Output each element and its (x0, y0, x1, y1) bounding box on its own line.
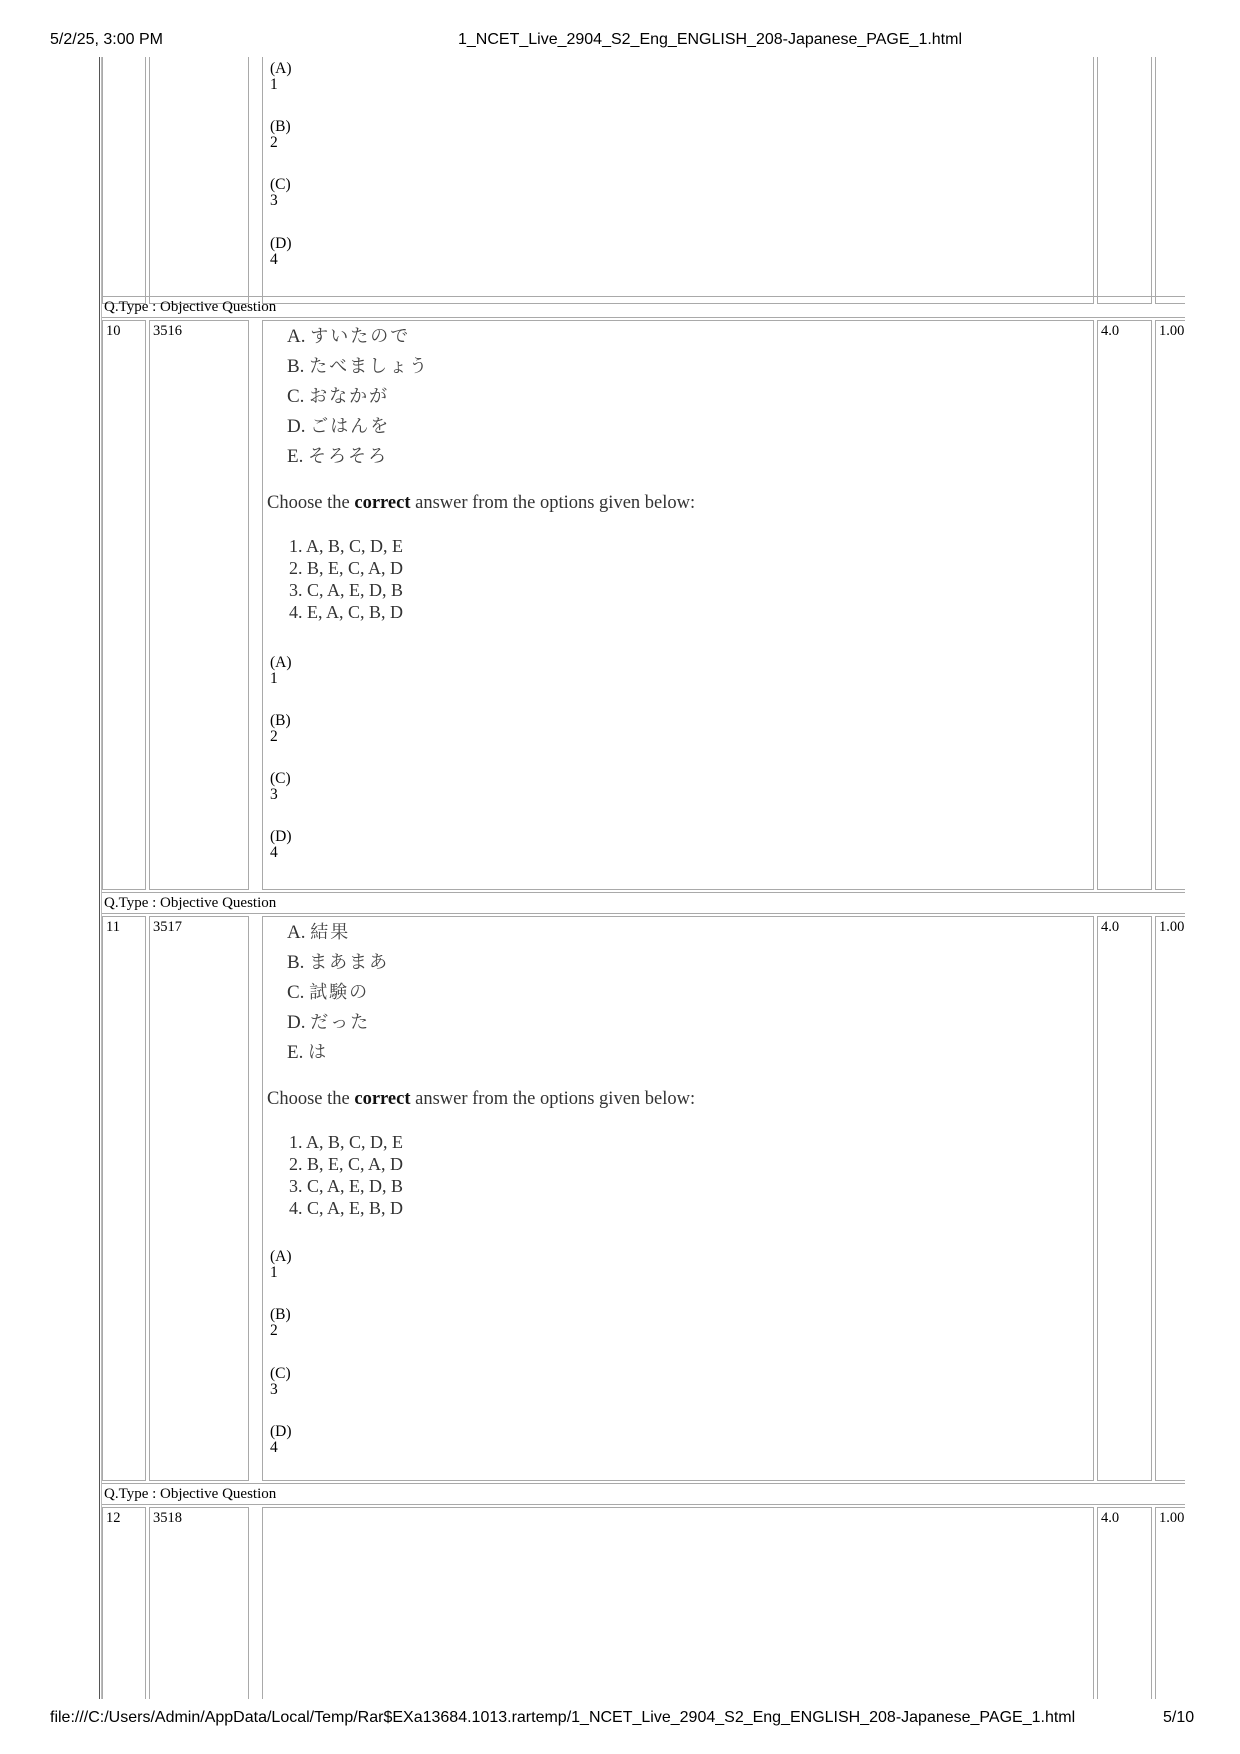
negative-marks-cell: 1.00 (1155, 320, 1185, 890)
question-id-cell-prev (149, 57, 249, 304)
option-d: (D) 4 (270, 828, 292, 861)
jumbled-item-c: C. 試験の (287, 982, 370, 1003)
question-body-cell (262, 320, 1094, 890)
jumbled-item-e: E. そろそろ (287, 446, 389, 467)
jumbled-item-d: D. ごはんを (287, 416, 391, 437)
print-page-number: 5/10 (1163, 1709, 1195, 1726)
serial-number-cell: 10 (102, 320, 146, 890)
question-image (267, 325, 727, 622)
question-body-cell (262, 1507, 1094, 1699)
option-b: (B) 2 (270, 712, 291, 745)
negative-marks-cell: 1.00 (1155, 916, 1185, 1481)
question-table (99, 57, 1185, 1699)
negative-marks-cell-prev (1155, 57, 1185, 304)
serial-number-cell: 11 (102, 916, 146, 1481)
jumbled-item-a: A. 結果 (287, 922, 351, 943)
question-type-label: Q.Type : Objective Question (102, 892, 1185, 914)
question-instruction: Choose the correct answer from the options given below: (267, 1089, 696, 1109)
jumbled-item-d: D. だった (287, 1012, 371, 1033)
question-instruction: Choose the correct answer from the options given below: (267, 493, 696, 513)
sequence-option-3: 3. C, A, E, D, B (289, 580, 404, 600)
option-d: (D) 4 (270, 1423, 292, 1456)
question-body-cell-prev (262, 57, 1094, 304)
sequence-option-4: 4. C, A, E, B, D (289, 1198, 404, 1218)
option-c: (C) 3 (270, 176, 291, 209)
serial-cell-prev (102, 57, 146, 304)
option-a: (A) 1 (270, 1248, 292, 1281)
sequence-option-4: 4. E, A, C, B, D (289, 602, 404, 622)
question-type-label: Q.Type : Objective Question (102, 1483, 1185, 1505)
jumbled-item-c: C. おなかが (287, 386, 390, 407)
option-a: (A) 1 (270, 60, 292, 93)
sequence-option-2: 2. B, E, C, A, D (289, 558, 404, 578)
option-b: (B) 2 (270, 1306, 291, 1339)
question-id-cell: 3518 (149, 1507, 249, 1699)
sequence-option-1: 1. A, B, C, D, E (289, 1132, 404, 1152)
jumbled-item-b: B. まあまあ (287, 952, 390, 973)
negative-marks-cell: 1.00 (1155, 1507, 1185, 1699)
jumbled-item-a: A. すいたので (287, 326, 411, 347)
question-id-cell: 3516 (149, 320, 249, 890)
question-image (267, 921, 727, 1218)
option-c: (C) 3 (270, 770, 291, 803)
sequence-option-3: 3. C, A, E, D, B (289, 1176, 404, 1196)
marks-cell: 4.0 (1097, 1507, 1152, 1699)
option-a: (A) 1 (270, 654, 292, 687)
marks-cell: 4.0 (1097, 916, 1152, 1481)
option-c: (C) 3 (270, 1365, 291, 1398)
question-id-cell: 3517 (149, 916, 249, 1481)
serial-number-cell: 12 (102, 1507, 146, 1699)
marks-cell-prev (1097, 57, 1152, 304)
sequence-option-1: 1. A, B, C, D, E (289, 536, 404, 556)
jumbled-item-b: B. たべましょう (287, 356, 430, 377)
sequence-option-2: 2. B, E, C, A, D (289, 1154, 404, 1174)
jumbled-item-e: E. は (287, 1042, 329, 1063)
question-body-cell (262, 916, 1094, 1481)
marks-cell: 4.0 (1097, 320, 1152, 890)
print-footer (0, 1709, 1240, 1731)
question-type-label: Q.Type : Objective Question (102, 296, 1185, 318)
print-header (0, 31, 1240, 53)
print-document-title: 1_NCET_Live_2904_S2_Eng_ENGLISH_208-Japanese_PAGE_1.html (457, 31, 963, 48)
option-d: (D) 4 (270, 235, 292, 268)
print-file-path: file:///C:/Users/Admin/AppData/Local/Temp/Rar$EXa13684.1013.rartemp/1_NCET_Live_2904_S2_Eng_ENGLISH_208-Japanese_PAGE_1.html (50, 1709, 1076, 1726)
option-b: (B) 2 (270, 118, 291, 151)
print-timestamp: 5/2/25, 3:00 PM (50, 31, 163, 48)
